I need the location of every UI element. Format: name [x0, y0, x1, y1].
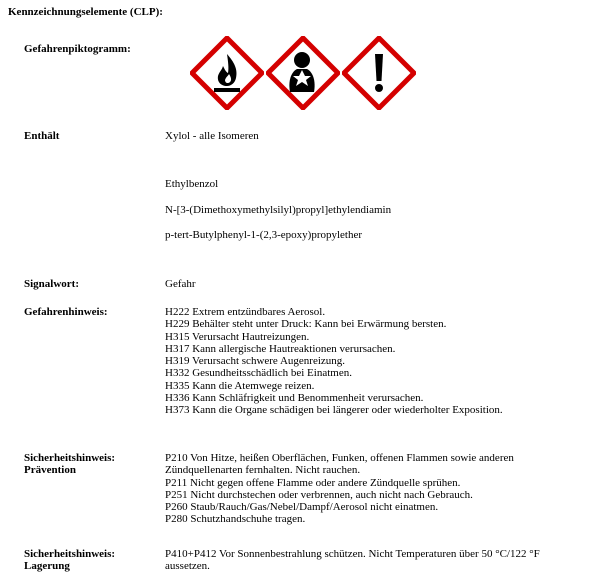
precaution-prevention-list — [165, 452, 514, 526]
precaution-statement: P280 Schutzhandschuhe tragen. — [165, 513, 306, 526]
precaution-label-line: Sicherheitshinweis: — [24, 452, 116, 464]
hazard-statement: H317 Kann allergische Hautreaktionen verursachen. — [165, 342, 396, 355]
precaution-storage-label — [24, 548, 115, 572]
contains-item: Ethylbenzol — [165, 178, 219, 190]
signal-word-value: Gefahr — [165, 278, 196, 290]
hazard-statement: H373 Kann die Organe schädigen bei längerer oder wiederholter Exposition. — [165, 404, 503, 417]
hazard-statement: H336 Kann Schläfrigkeit und Benommenheit verursachen. — [165, 392, 424, 405]
precaution-storage-list — [165, 548, 540, 573]
exclamation-mark-icon — [342, 36, 416, 110]
hazard-statement: H319 Verursacht schwere Augenreizung. — [165, 355, 346, 368]
hazard-statements-list — [165, 306, 503, 417]
precaution-label-line: Sicherheitshinweis: — [24, 548, 116, 560]
section-title: Kennzeichnungselemente (CLP): — [8, 6, 163, 18]
contains-item: p-tert-Butylphenyl-1-(2,3-epoxy)propylether — [165, 229, 363, 241]
contains-label: Enthält — [24, 130, 60, 142]
flame-icon — [190, 36, 264, 110]
health-hazard-icon — [266, 36, 340, 110]
precaution-statement: P410+P412 Vor Sonnenbestrahlung schützen. Nicht Temperaturen über 50 °C/122 °F — [165, 548, 540, 560]
precaution-prevention-label — [24, 452, 115, 476]
precaution-statement: P251 Nicht durchstechen oder verbrennen, auch nicht nach Gebrauch. — [165, 488, 473, 501]
pictogram-label: Gefahrenpiktogramm: — [24, 43, 131, 55]
precaution-statement: Zündquellenarten fernhalten. Nicht rauchen. — [165, 464, 361, 477]
precaution-statement: P211 Nicht gegen offene Flamme oder andere Zündquelle sprühen. — [165, 476, 461, 489]
precaution-label-line: Prävention — [24, 464, 76, 476]
hazard-statement: H332 Gesundheitsschädlich bei Einatmen. — [165, 367, 352, 380]
hazard-statements-label: Gefahrenhinweis: — [24, 306, 108, 318]
signal-word-label: Signalwort: — [24, 278, 79, 290]
contains-item: N-[3-(Dimethoxymethylsilyl)propyl]ethylendiamin — [165, 204, 392, 216]
precaution-statement: P210 Von Hitze, heißen Oberflächen, Funken, offenen Flammen sowie anderen — [165, 452, 514, 464]
hazard-statement: H335 Kann die Atemwege reizen. — [165, 379, 315, 392]
hazard-statement: H229 Behälter steht unter Druck: Kann bei Erwärmung bersten. — [165, 318, 447, 331]
precaution-label-line: Lagerung — [24, 560, 70, 572]
precaution-statement: P260 Staub/Rauch/Gas/Nebel/Dampf/Aerosol nicht einatmen. — [165, 501, 439, 514]
hazard-statement: H222 Extrem entzündbares Aerosol. — [165, 306, 326, 318]
precaution-statement: aussetzen. — [165, 560, 210, 573]
contains-item: Xylol - alle Isomeren — [165, 130, 259, 142]
hazard-statement: H315 Verursacht Hautreizungen. — [165, 330, 310, 343]
